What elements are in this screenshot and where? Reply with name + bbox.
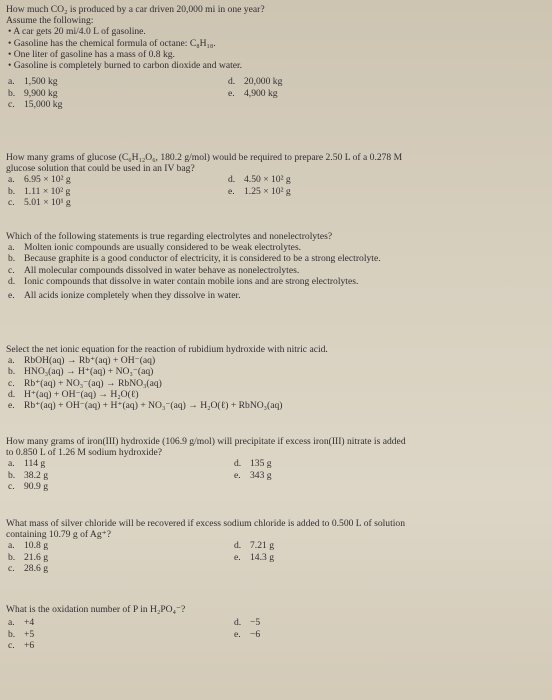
option-e: e. Rb⁺(aq) + OH⁻(aq) + H⁺(aq) + NO₃⁻(aq) → H₂O(ℓ) + RbNO₃(aq) <box>8 400 283 412</box>
option-d: d. −5 <box>234 617 261 629</box>
stem-line: How many grams of glucose (C₆H₁₂O₆, 180.2 g/mol) would be required to prepare 2.50 L of a 0.278 M <box>6 152 403 163</box>
option-b: b. 1.11 × 10² g <box>8 185 71 197</box>
option-e: e. 4,900 kg <box>228 87 278 99</box>
stem-line: What mass of silver chloride will be recovered if excess sodium chloride is added to 0.500 L of solution <box>6 518 406 529</box>
option-b: b. +5 <box>8 628 35 640</box>
option-a: a. 6.95 × 10² g <box>8 174 71 186</box>
question-stem <box>6 518 544 540</box>
option-c: c. All molecular compounds dissolved in water behave as nonelectrolytes. <box>8 264 300 276</box>
assumption-item: • Gasoline is completely burned to carbon dioxide and water. <box>8 60 243 72</box>
question-stem <box>6 344 544 355</box>
option-d: d. 4.50 × 10² g <box>228 174 291 186</box>
option-d: d. H⁺(aq) + OH⁻(aq) → H₂O(ℓ) <box>8 388 139 400</box>
option-b: b. Because graphite is a good conductor of electricity, it is considered to be a strong electrolyte. <box>8 253 381 265</box>
option-c: c. Rb⁺(aq) + NO₃⁻(aq) → RbNO₃(aq) <box>8 377 162 389</box>
stem-line: to 0.850 L of 1.26 M sodium hydroxide? <box>6 447 163 459</box>
option-e: e. −6 <box>234 628 261 640</box>
stem-line: Which of the following statements is true regarding electrolytes and nonelectrolytes? <box>6 231 333 242</box>
question-3 <box>6 231 544 301</box>
option-b: b. 38.2 g <box>8 469 48 481</box>
question-1 <box>6 4 544 111</box>
option-c: c. 15,000 kg <box>8 99 63 111</box>
option-b: b. 21.6 g <box>8 551 48 563</box>
stem-line: containing 10.79 g of Ag⁺? <box>6 529 111 541</box>
question-2 <box>6 152 544 209</box>
option-a: a. 10.8 g <box>8 540 48 552</box>
stem-line: glucose solution that could be used in an IV bag? <box>6 163 195 175</box>
question-stem <box>6 604 544 615</box>
option-d: d. 135 g <box>234 458 272 470</box>
option-e: e. All acids ionize completely when they dissolve in water. <box>8 290 241 302</box>
option-a: a. +4 <box>8 617 35 629</box>
question-5 <box>6 436 544 493</box>
question-4 <box>6 344 544 411</box>
question-stem <box>6 231 544 242</box>
stem-line: What is the oxidation number of P in H₂PO₄⁻? <box>6 604 186 615</box>
option-e: e. 1.25 × 10² g <box>228 185 291 197</box>
option-a: a. 114 g <box>8 458 46 470</box>
option-d: d. 7.21 g <box>234 540 274 552</box>
question-7 <box>6 604 544 652</box>
option-b: b. HNO₃(aq) → H⁺(aq) + NO₃⁻(aq) <box>8 366 154 378</box>
question-stem <box>6 4 544 71</box>
assumption-item: • Gasoline has the chemical formula of octane: C₈H₁₈. <box>8 37 216 49</box>
option-d: d. Ionic compounds that dissolve in water contain mobile ions and are strong electrolytes. <box>8 275 359 287</box>
option-d: d. 20,000 kg <box>228 76 283 88</box>
stem-line: How much CO₂ is produced by a car driven 20,000 mi in one year? <box>6 4 265 15</box>
stem-line: Assume the following: <box>6 15 94 27</box>
option-c: c. 90.9 g <box>8 481 48 493</box>
option-a: a. Molten ionic compounds are usually considered to be weak electrolytes. <box>8 242 302 254</box>
option-e: e. 343 g <box>234 469 272 481</box>
option-c: c. 5.01 × 10¹ g <box>8 197 71 209</box>
assumption-item: • A car gets 20 mi/4.0 L of gasoline. <box>8 26 146 38</box>
question-stem <box>6 152 544 174</box>
question-6 <box>6 518 544 575</box>
question-stem <box>6 436 544 458</box>
stem-line: How many grams of iron(III) hydroxide (106.9 g/mol) will precipitate if excess iron(III) nitrate is added <box>6 436 406 447</box>
assumption-item: • One liter of gasoline has a mass of 0.8 kg. <box>8 48 175 60</box>
option-a: a. RbOH(aq) → Rb⁺(aq) + OH⁻(aq) <box>8 355 156 367</box>
option-c: c. 28.6 g <box>8 563 48 575</box>
option-b: b. 9,900 kg <box>8 87 58 99</box>
option-c: c. +6 <box>8 640 35 652</box>
option-a: a. 1,500 kg <box>8 76 58 88</box>
option-e: e. 14.3 g <box>234 551 274 563</box>
stem-line: Select the net ionic equation for the reaction of rubidium hydroxide with nitric acid. <box>6 344 328 355</box>
